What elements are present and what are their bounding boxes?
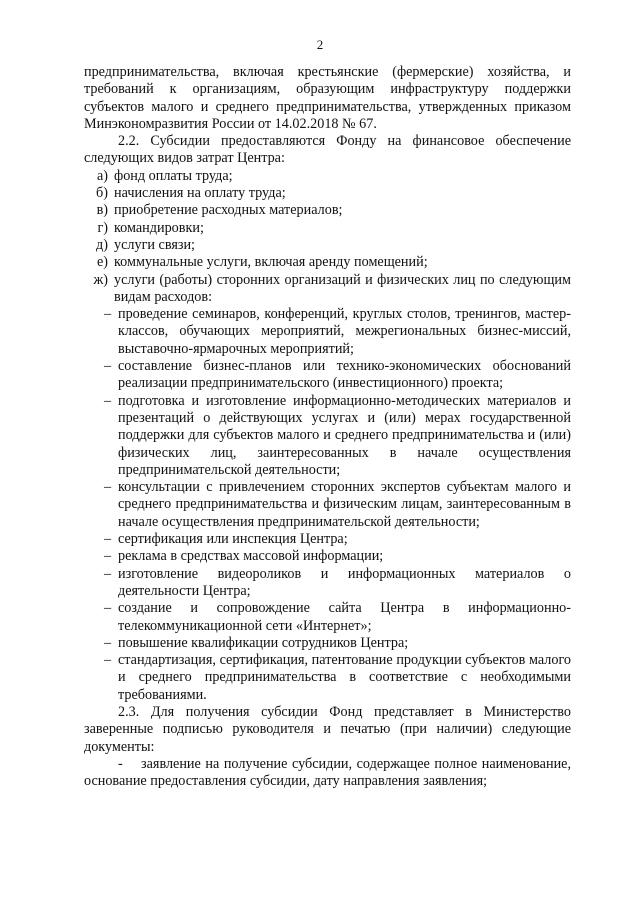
- dash-item-text: консультации с привлечением сторонних экспертов субъектам малого и среднего предпринимательства и физическим лицам, заинтересованным в начале осуществления предпринимательской деятельности;: [118, 479, 571, 530]
- dash-item: [84, 306, 571, 358]
- dash-marker: –: [104, 306, 112, 323]
- dash-item-text: сертификация или инспекция Центра;: [118, 531, 348, 548]
- page-number: 2: [316, 37, 324, 52]
- list-item-text: фонд оплаты труда;: [114, 167, 233, 184]
- dash-item-text: проведение семинаров, конференций, круглых столов, тренингов, мастер-классов, обучающих мероприятий, межрегиональных бизнес-миссий, выставочно-ярмарочных мероприятий;: [118, 306, 571, 357]
- list-item-text: начисления на оплату труда;: [114, 185, 286, 202]
- section-2-3-item-text: заявление на получение субсидии, содержащее полное наименование, основание предоставления субсидии, дату направления заявления;: [84, 755, 572, 790]
- list-item-label: ж): [93, 271, 108, 288]
- dash-item: [84, 479, 571, 531]
- dash-item-text: реклама в средствах массовой информации;: [118, 548, 384, 565]
- list-item-label: б): [96, 185, 108, 202]
- dash-item: [84, 393, 571, 479]
- dash-marker: –: [104, 392, 112, 409]
- intro-paragraph: предпринимательства, включая крестьянские (фермерские) хозяйства, и требований к организациям, образующим инфраструктуру поддержки субъектов малого и среднего предпринимательства, утвержденных приказом Минэкономразвития России от 14.02.2018 № 67.: [84, 64, 571, 132]
- dash-marker: –: [104, 548, 112, 565]
- list-item-label: а): [96, 167, 108, 184]
- dash-marker: –: [104, 652, 112, 669]
- document-body: [84, 64, 571, 790]
- list-item-text: командировки;: [114, 219, 204, 236]
- list-item: [84, 220, 571, 237]
- dash-list: [84, 306, 571, 704]
- dash-marker: –: [104, 565, 112, 582]
- list-item-text: услуги связи;: [114, 236, 195, 253]
- list-item-label: д): [96, 236, 108, 253]
- list-item-text: услуги (работы) сторонних организаций и физических лиц по следующим видам расходов:: [114, 271, 571, 305]
- list-item: [84, 254, 571, 271]
- dash-item-text: стандартизация, сертификация, патентование продукции субъектов малого и среднего предпринимательства в соответствие с необходимыми требованиями.: [118, 652, 571, 703]
- list-item-label: г): [97, 219, 108, 236]
- dash-item-text: повышение квалификации сотрудников Центра;: [118, 634, 409, 651]
- dash-item: [84, 548, 571, 565]
- list-item-label: е): [96, 254, 108, 271]
- dash-item-text: изготовление видеороликов и информационных материалов о деятельности Центра;: [118, 565, 571, 599]
- dash-marker: –: [104, 358, 112, 375]
- section-2-2-heading: 2.2. Субсидии предоставляются Фонду на финансовое обеспечение следующих видов затрат Центра:: [84, 133, 571, 167]
- list-item: [84, 202, 571, 219]
- list-item-text: приобретение расходных материалов;: [114, 202, 343, 219]
- list-item: [84, 185, 571, 202]
- dash-item-text: подготовка и изготовление информационно-методических материалов и презентаций о действующих услугах и (или) мерах государственной поддержки для субъектов малого и среднего предпринимательства и (или) физических лиц, заинтересованных в начале осуществления предпринимательской деятельности;: [118, 392, 571, 478]
- list-item: [84, 272, 571, 307]
- section-2-3-item: [84, 756, 571, 791]
- dash-item: [84, 531, 571, 548]
- lettered-list: [84, 168, 571, 306]
- dash-item: [84, 635, 571, 652]
- dash-marker: –: [104, 531, 112, 548]
- dash-item: [84, 566, 571, 601]
- list-item-label: в): [96, 202, 108, 219]
- section-2-3-item-marker: -: [118, 755, 123, 772]
- dash-item-text: создание и сопровождение сайта Центра в информационно-телекоммуникационной сети «Интернет»;: [118, 600, 571, 634]
- dash-item-text: составление бизнес-планов или технико-экономических обоснований реализации предпринимательского (инвестиционного) проекта;: [118, 358, 571, 392]
- dash-marker: –: [104, 479, 112, 496]
- dash-item: [84, 358, 571, 393]
- list-item: [84, 237, 571, 254]
- dash-item: [84, 652, 571, 704]
- list-item: [84, 168, 571, 185]
- dash-marker: –: [104, 600, 112, 617]
- section-2-3-heading: 2.3. Для получения субсидии Фонд представляет в Министерство заверенные подписью руководителя и печатью (при наличии) следующие документы:: [84, 703, 571, 755]
- dash-item: [84, 600, 571, 635]
- dash-marker: –: [104, 634, 112, 651]
- list-item-text: коммунальные услуги, включая аренду помещений;: [114, 254, 428, 271]
